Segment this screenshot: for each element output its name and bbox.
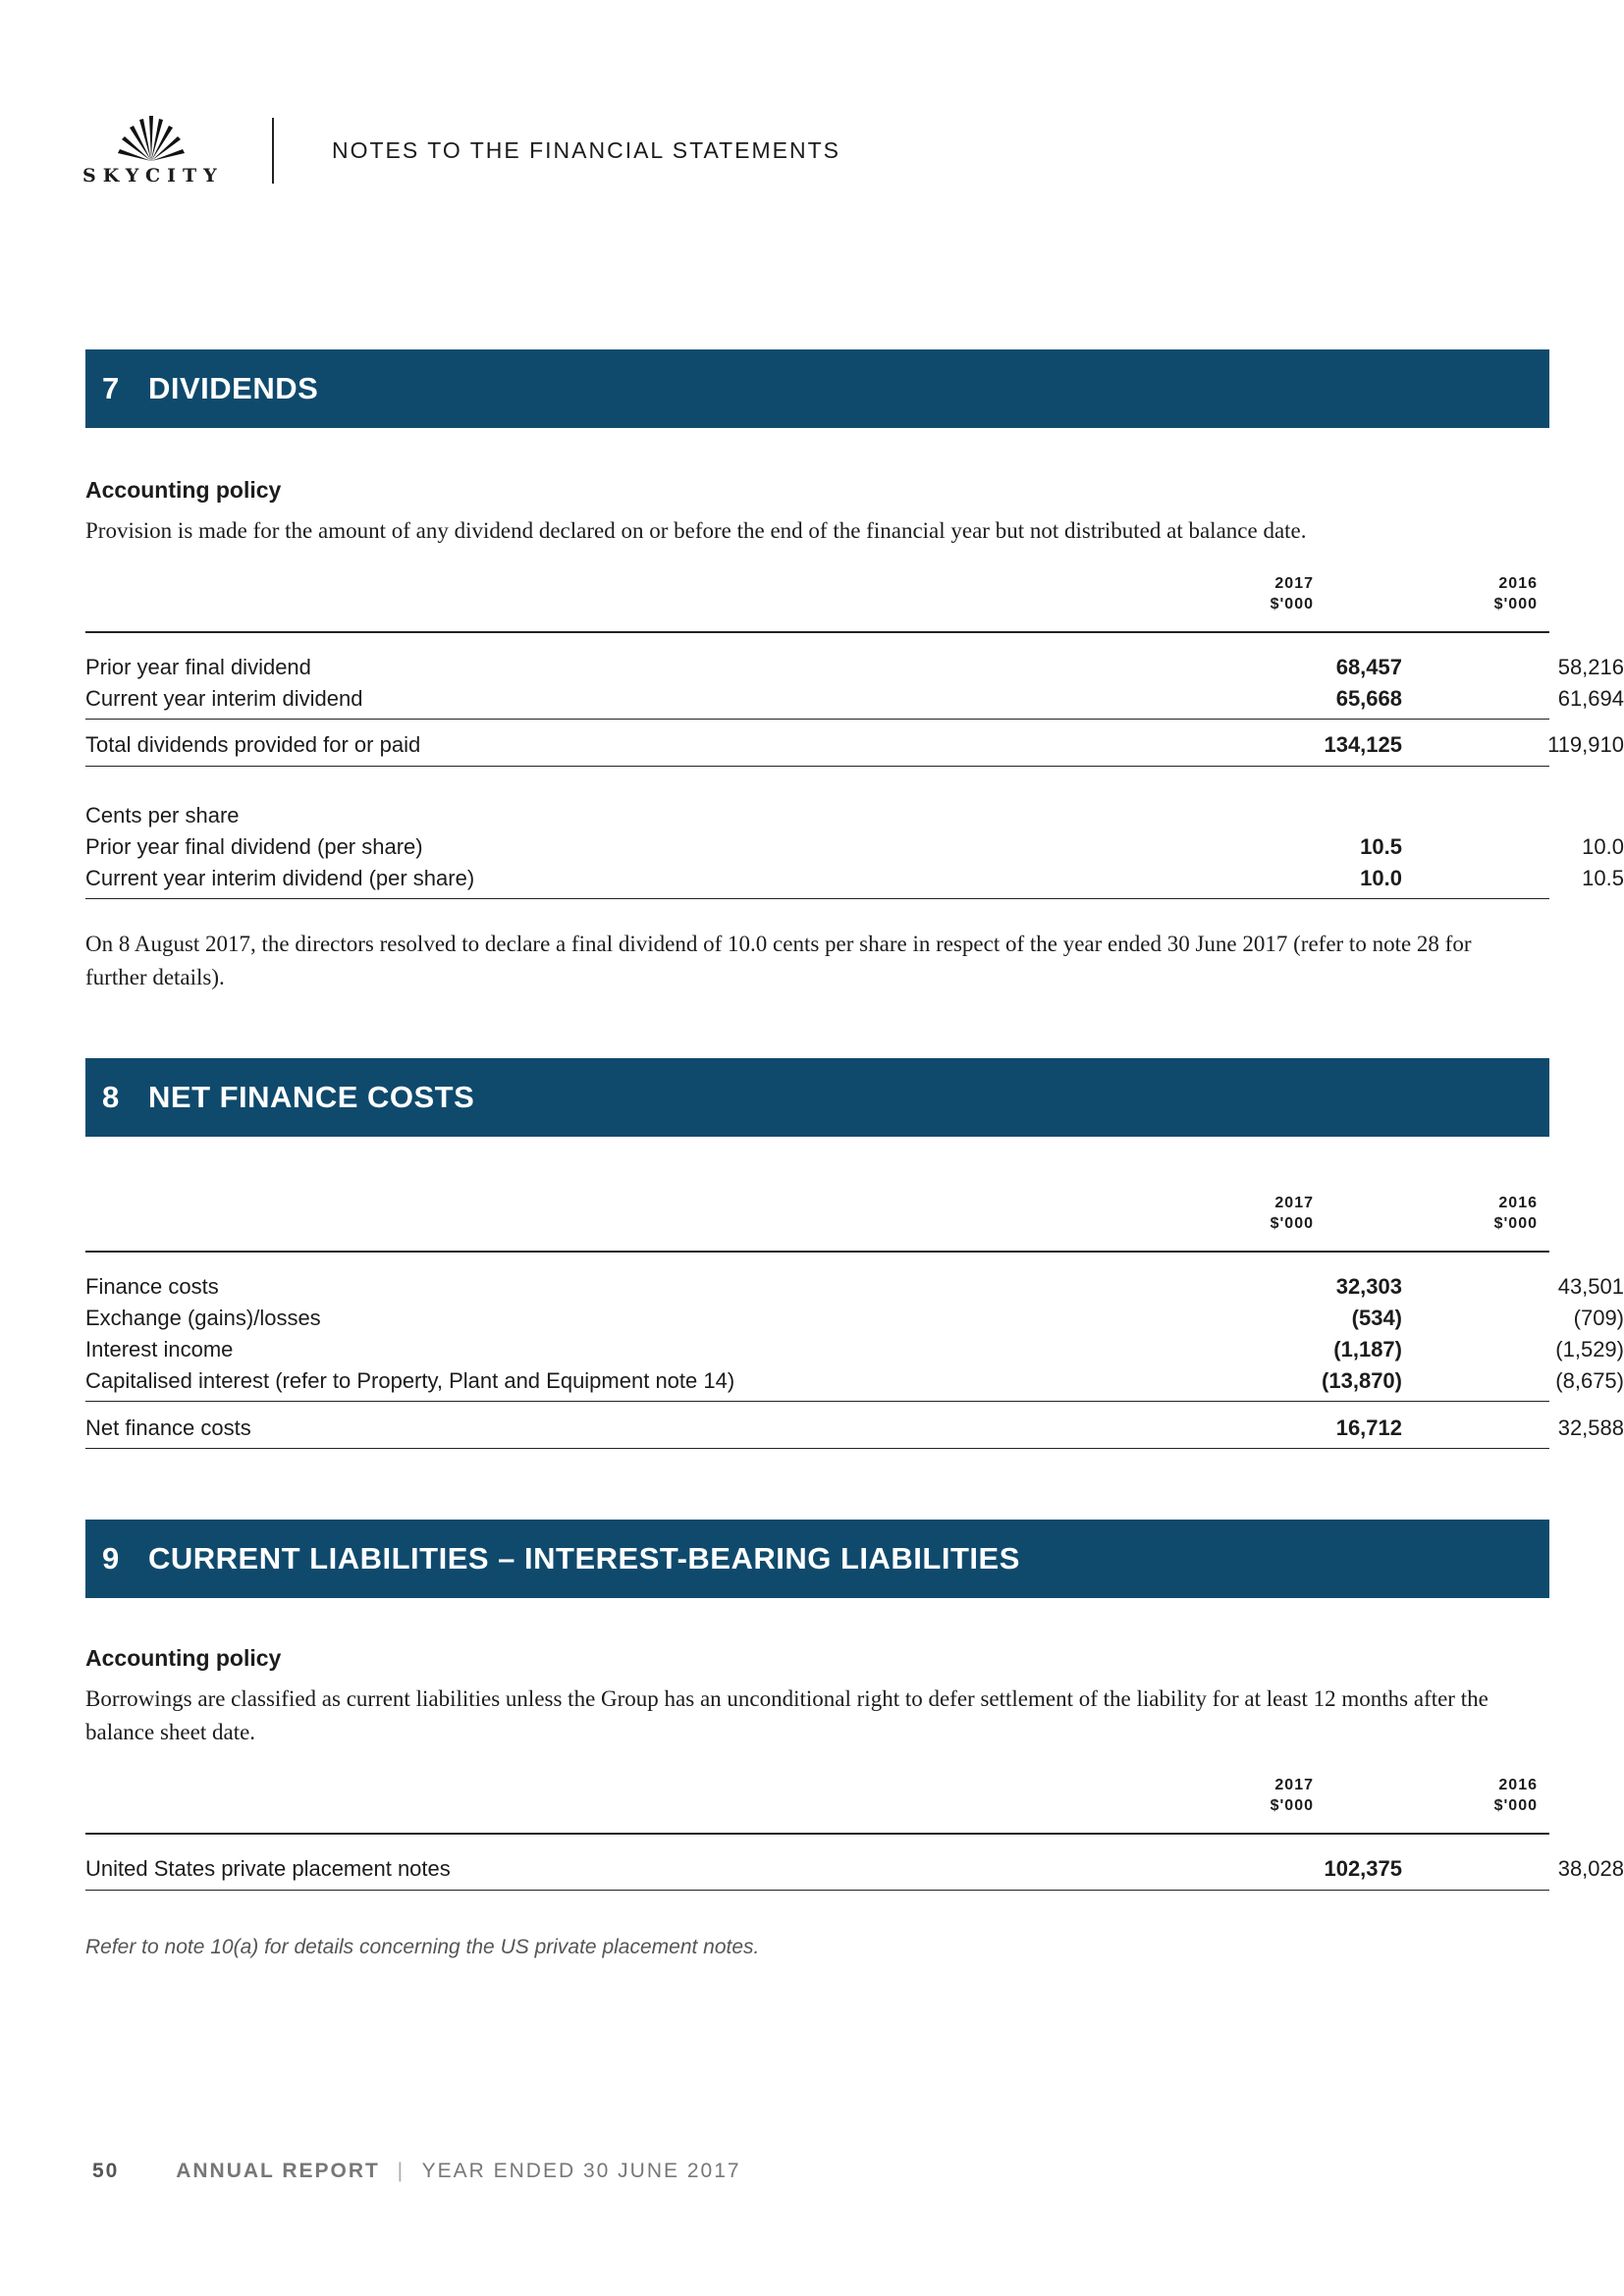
footer-period: YEAR ENDED 30 JUNE 2017 bbox=[421, 2160, 741, 2182]
table-row: Prior year final dividend 68,457 58,216 bbox=[85, 655, 1624, 679]
table-row: United States private placement notes 102,375 38,028 bbox=[85, 1856, 1624, 1881]
column-header-2016: 2016 $'000 bbox=[1493, 575, 1538, 613]
table-row: Interest income (1,187) (1,529) bbox=[85, 1337, 1624, 1362]
header-divider bbox=[272, 118, 274, 184]
table-rule bbox=[85, 1448, 1549, 1449]
table-rule bbox=[85, 719, 1549, 720]
table-rule bbox=[85, 766, 1549, 767]
table-row: Exchange (gains)/losses (534) (709) bbox=[85, 1306, 1624, 1330]
note-number: 9 bbox=[102, 1541, 120, 1575]
logo-wordmark: SKYCITY bbox=[82, 165, 224, 187]
table-rule bbox=[85, 1890, 1549, 1891]
note-number: 8 bbox=[102, 1080, 120, 1114]
table-rule bbox=[85, 1251, 1549, 1253]
footer-report-label: ANNUAL REPORT bbox=[176, 2160, 380, 2182]
sunburst-logo-icon bbox=[112, 110, 190, 165]
table-row: Finance costs 32,303 43,501 bbox=[85, 1274, 1624, 1299]
total-row: Total dividends provided for or paid 134,125 119,910 bbox=[85, 732, 1624, 757]
accounting-policy-heading: Accounting policy bbox=[85, 477, 282, 503]
column-header-2016: 2016 $'000 bbox=[1493, 1195, 1538, 1232]
table-rule bbox=[85, 1401, 1549, 1402]
accounting-policy-text: Provision is made for the amount of any dividend declared on or before the end of the financial year but not distributed at balance date. bbox=[85, 518, 1307, 543]
reference-note: Refer to note 10(a) for details concerning the US private placement notes. bbox=[85, 1936, 760, 1958]
table-rule bbox=[85, 1833, 1549, 1835]
column-header-2017: 2017 $'000 bbox=[1270, 1777, 1314, 1814]
note-8-banner bbox=[85, 1058, 1549, 1137]
accounting-policy-text: Borrowings are classified as current liabilities unless the Group has an unconditional right to defer settlement of the liability for at least 12 months after the balance sheet date. bbox=[85, 1686, 1489, 1744]
page-title: NOTES TO THE FINANCIAL STATEMENTS bbox=[332, 137, 840, 163]
cents-heading-row: Cents per share bbox=[85, 803, 240, 828]
table-row: Prior year final dividend (per share) 10.5 10.0 bbox=[85, 834, 1624, 859]
dividend-note-text: On 8 August 2017, the directors resolved to declare a final dividend of 10.0 cents per share in respect of the year ended 30 June 2017 (refer to note 28 for further details). bbox=[85, 932, 1472, 989]
note-title: NET FINANCE COSTS bbox=[148, 1080, 475, 1114]
page-number: 50 bbox=[92, 2160, 120, 2182]
note-9-banner bbox=[85, 1520, 1549, 1598]
column-header-2017: 2017 $'000 bbox=[1270, 1195, 1314, 1232]
column-header-2017: 2017 $'000 bbox=[1270, 575, 1314, 613]
note-title: CURRENT LIABILITIES – INTEREST-BEARING LIABILITIES bbox=[148, 1541, 1020, 1575]
table-row: Capitalised interest (refer to Property, Plant and Equipment note 14) (13,870) (8,675) bbox=[85, 1368, 1624, 1393]
skycity-logo bbox=[82, 110, 224, 188]
table-row: Current year interim dividend 65,668 61,694 bbox=[85, 686, 1624, 711]
total-row: Net finance costs 16,712 32,588 bbox=[85, 1415, 1624, 1440]
accounting-policy-heading: Accounting policy bbox=[85, 1645, 282, 1671]
note-7-banner bbox=[85, 349, 1549, 428]
page-footer bbox=[92, 2160, 741, 2183]
footer-separator: | bbox=[397, 2160, 406, 2182]
note-number: 7 bbox=[102, 371, 120, 405]
table-row: Current year interim dividend (per share) 10.0 10.5 bbox=[85, 866, 1624, 890]
note-title: DIVIDENDS bbox=[148, 371, 319, 405]
table-rule bbox=[85, 898, 1549, 899]
table-rule bbox=[85, 631, 1549, 633]
column-header-2016: 2016 $'000 bbox=[1493, 1777, 1538, 1814]
